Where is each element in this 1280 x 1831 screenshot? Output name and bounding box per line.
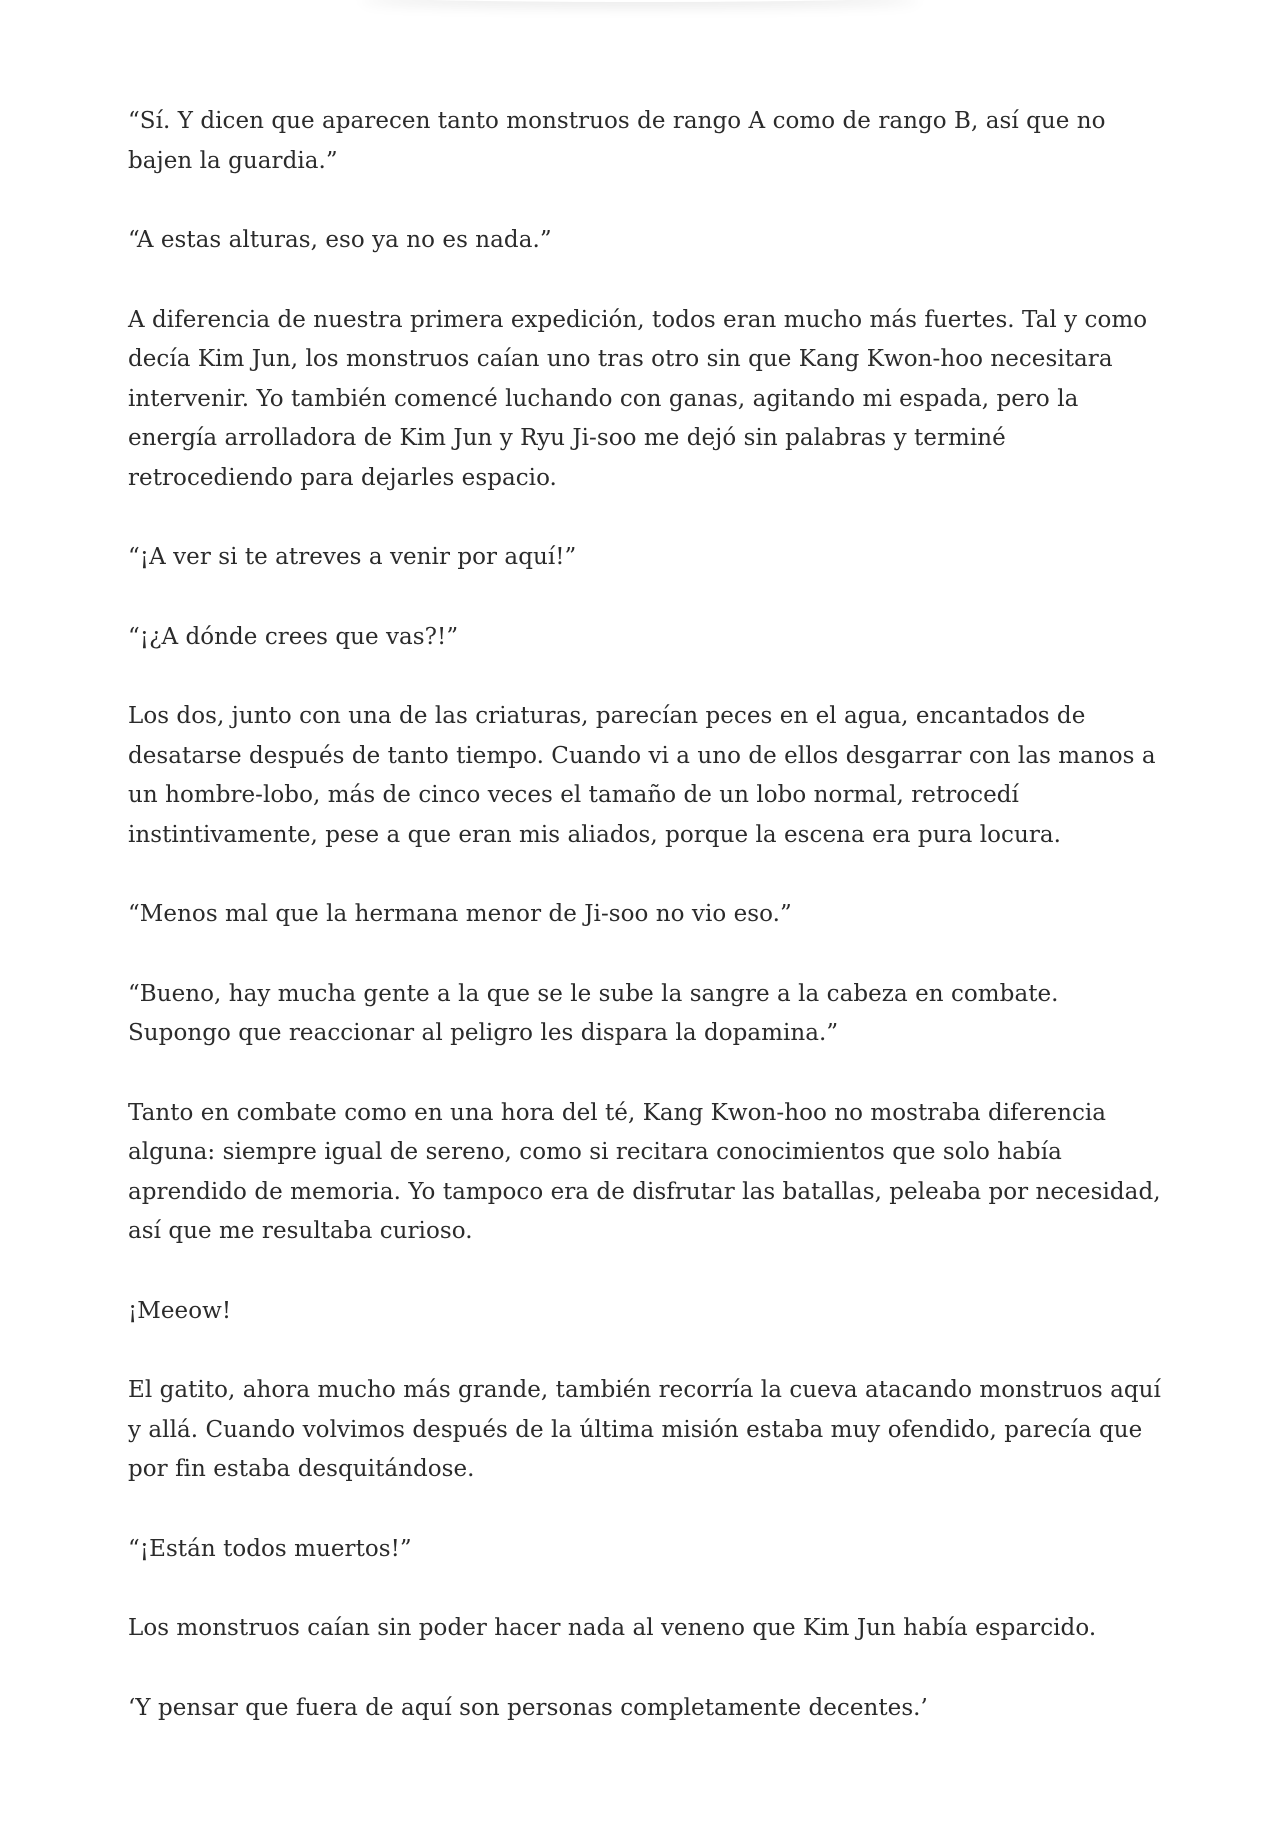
paragraph: “Sí. Y dicen que aparecen tanto monstruos de rango A como de rango B, así que no bajen la guardia.” xyxy=(128,108,1106,174)
top-edge-shadow xyxy=(360,0,920,2)
paragraph: “¡A ver si te atreves a venir por aquí!” xyxy=(128,544,577,570)
paragraph: ‘Y pensar que fuera de aquí son personas completamente decentes.’ xyxy=(128,1694,928,1721)
paragraph: “¡Están todos muertos!” xyxy=(128,1535,412,1562)
paragraph: “Menos mal que la hermana menor de Ji-soo no vio eso.” xyxy=(128,901,792,927)
paragraph: A diferencia de nuestra primera expedición, todos eran mucho más fuertes. Tal y como decía Kim Jun, los monstruos caían uno tras otro sin que Kang Kwon-hoo necesitara intervenir. Yo también comencé luchando con ganas, agitando mi espada, pero la energía arrolladora de Kim Jun y Ryu Ji-soo me dejó sin palabras y terminé retrocediendo para dejarles espacio. xyxy=(128,306,1148,491)
paragraph: “¡¿A dónde crees que vas?!” xyxy=(128,623,459,650)
paragraph: Los monstruos caían sin poder hacer nada al veneno que Kim Jun había esparcido. xyxy=(128,1615,1097,1641)
paragraph: “Bueno, hay mucha gente a la que se le sube la sangre a la cabeza en combate. Supongo que reaccionar al peligro les dispara la dopamina.” xyxy=(128,980,1059,1046)
paragraph: “A estas alturas, eso ya no es nada.” xyxy=(128,227,552,253)
paragraph: ¡Meeow! xyxy=(128,1297,232,1324)
paragraph: Los dos, junto con una de las criaturas, parecían peces en el agua, encantados de desatarse después de tanto tiempo. Cuando vi a uno de ellos desgarrar con las manos a un hombre-lobo, más de cinco veces el tamaño de un lobo normal, retrocedí instintivamente, pese a que eran mis aliados, porque la escena era pura locura. xyxy=(128,703,1156,848)
paragraph: Tanto en combate como en una hora del té, Kang Kwon-hoo no mostraba diferencia alguna: siempre igual de sereno, como si recitara conocimientos que solo había aprendido de memoria. Yo tampoco era de disfrutar las batallas, peleaba por necesidad, así que me resultaba curioso. xyxy=(128,1099,1161,1244)
paragraph: El gatito, ahora mucho más grande, también recorría la cueva atacando monstruos aquí y allá. Cuando volvimos después de la última misión estaba muy ofendido, parecía que por fin estaba desquitándose. xyxy=(128,1377,1161,1482)
reading-page xyxy=(128,102,1168,1768)
